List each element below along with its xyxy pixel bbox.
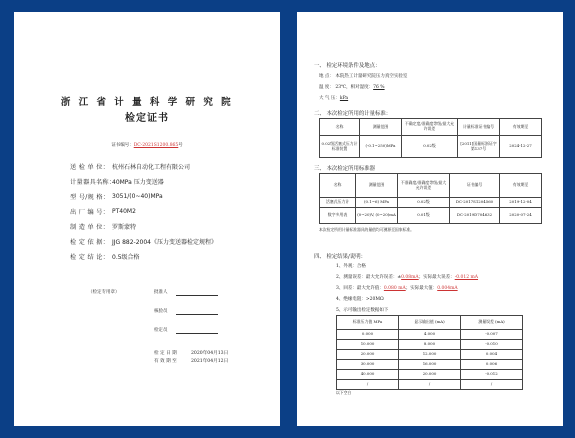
table-header-cell: 标准压力值 MPa [337, 316, 399, 330]
verify-date-label: 检 定 日 期 [154, 351, 177, 356]
table-cell: -0.012 [461, 370, 523, 380]
error-prefix: 2、测量误差：最大允许误差：± [336, 275, 402, 280]
table-cell: DC-2019D704632 [450, 208, 500, 224]
field-label: 检 定 依 据： [70, 239, 110, 246]
table-cell: 2024-12-27 [500, 136, 542, 158]
field-label: 计量器具名称： [70, 179, 116, 186]
place-line [319, 73, 407, 79]
inspector-signature-line [176, 333, 218, 334]
field-value: 3051/(0~40)MPa [112, 193, 163, 200]
hysteresis-actual-value: 0.004mA [437, 286, 458, 291]
table-row [337, 370, 523, 380]
verifier-signature-line [176, 314, 218, 315]
field-row-instrument [70, 176, 164, 187]
standard-table [319, 118, 542, 158]
field-row-serial [70, 206, 136, 217]
certificate-title: 检定证书 [125, 113, 169, 124]
temperature-label: 温 度 [319, 85, 330, 90]
blank-below-note: 以下空白 [336, 390, 352, 395]
field-value: 罗斯蒙特 [112, 224, 137, 231]
hysteresis-mid: ；实际最大值： [405, 286, 438, 291]
field-row-client [70, 161, 190, 172]
table-row [337, 330, 523, 340]
field-row-manufacturer [70, 221, 136, 232]
verify-date-value: 2020年04月13日 [191, 351, 229, 356]
table-row [337, 380, 523, 390]
section-instruments-title: 三、 本次检定所用标准器 [314, 166, 376, 172]
table-header-cell: 名称 [320, 119, 360, 136]
field-label: 送 检 单 位： [70, 164, 110, 171]
traceability-note: 本次检定所用计量标准器具的量值均可溯源至国家标准。 [319, 227, 414, 232]
seal-label: （检定专用章） [88, 290, 120, 295]
table-cell: 16.000 [399, 360, 461, 370]
table-cell: 2020-07-24 [500, 208, 542, 224]
table-cell: 数字多用表 [320, 208, 356, 224]
field-label: 检 定 结 论： [70, 254, 110, 261]
section-environment-title: 一、 检定环境条件及地点： [314, 63, 381, 69]
result-appearance: 1、外观：合格 [336, 264, 366, 269]
certificate-cover-page [14, 12, 280, 426]
table-cell: DC-2017S1204560 [450, 198, 500, 208]
table-row [337, 350, 523, 360]
table-cell: -0.010 [461, 340, 523, 350]
cert-no-value: DC-2021S1200.865 [133, 143, 179, 148]
table-cell: 0.01级 [398, 208, 450, 224]
humidity-value: 76 % [373, 85, 385, 90]
table-header-row [320, 174, 542, 198]
hysteresis-prefix: 3、回差：最大允许值： [336, 286, 384, 291]
pressure-label: 大 气 压 [319, 96, 336, 101]
table-header-cell: 显示输出值 (mA) [399, 316, 461, 330]
table-cell: 10.000 [337, 340, 399, 350]
cert-no-suffix: 号 [178, 143, 183, 148]
field-label: 制 造 单 位： [70, 224, 110, 231]
table-header-row [320, 119, 542, 136]
table-row [320, 208, 542, 224]
pressure-unit: kPa [339, 96, 349, 101]
error-allowed-value: 0.08mA [401, 275, 419, 280]
error-mid: ；实际最大误差： [418, 275, 455, 280]
table-cell: (0.1~6) MPa [356, 198, 398, 208]
table-header-cell: 计量标准证书编号 [458, 119, 500, 136]
table-header-cell: 不准确度/准确度等级/最大允许误差 [398, 174, 450, 198]
table-header-cell: 有效期至 [500, 119, 542, 136]
table-header-cell: 不确定度/准确度等级/最大允许误差 [402, 119, 458, 136]
place-value: ： 本院热工计量研究院压力真空实验室 [329, 74, 408, 79]
table-cell: 4.000 [399, 330, 461, 340]
table-cell: 30.000 [337, 360, 399, 370]
results-table [336, 315, 523, 390]
instruments-table [319, 173, 542, 224]
inspector-label: 检定员 [154, 328, 168, 333]
approver-signature-line [176, 295, 218, 296]
table-cell: (-0.1~250)MPa [360, 136, 402, 158]
table-cell: / [337, 380, 399, 390]
table-cell: (0~20)V, (0~20)mA [356, 208, 398, 224]
cert-no-label: 证书编号： [111, 143, 134, 148]
table-cell: 活塞式压力计 [320, 198, 356, 208]
field-row-basis [70, 236, 217, 247]
place-label: 地 点 [319, 74, 330, 79]
table-header-cell: 证书编号 [450, 174, 500, 198]
table-cell: 20.000 [399, 370, 461, 380]
table-cell: [2011]国量标浙证字第137号 [458, 136, 500, 158]
table-cell: 40.000 [337, 370, 399, 380]
table-header-cell: 名称 [320, 174, 356, 198]
field-value: 杭州石林自动化工程有限公司 [112, 164, 191, 171]
table-row [320, 198, 542, 208]
table-cell: -0.007 [461, 330, 523, 340]
error-actual-value: -0.012 mA [454, 275, 479, 280]
hysteresis-allowed-value: 0.080 mA [383, 286, 406, 291]
table-cell: 20.000 [337, 350, 399, 360]
table-cell: / [399, 380, 461, 390]
table-cell: 0.004 [461, 350, 523, 360]
field-label: 出 厂 编 号： [70, 209, 110, 216]
table-header-row [337, 316, 523, 330]
field-row-conclusion [70, 251, 140, 262]
field-value: 0.5级合格 [112, 254, 140, 261]
result-measurement-error [336, 274, 478, 280]
table-cell: 8.000 [399, 340, 461, 350]
pressure-line: 大 气 压：kPa [319, 96, 349, 101]
table-cell: / [461, 380, 523, 390]
valid-until-value: 2021年04月12日 [191, 359, 229, 364]
organization-name: 浙 江 省 计 量 科 学 研 究 院 [60, 97, 234, 108]
table-cell: 0.006 [461, 360, 523, 370]
field-row-model [70, 191, 163, 202]
table-header-cell: 有效期至 [500, 174, 542, 198]
table-cell: 0.02级 [402, 136, 458, 158]
table-header-cell: 测量范围 [356, 174, 398, 198]
table-cell: 12.000 [399, 350, 461, 360]
approver-label: 批准人 [154, 290, 168, 295]
table-header-cell: 测量误差 (mA) [461, 316, 523, 330]
certificate-number [14, 142, 280, 148]
result-data-intro: 5、示可输出检定数据如下 [336, 308, 389, 313]
table-cell: 2019-12-04 [500, 198, 542, 208]
table-row [337, 340, 523, 350]
temperature-line [319, 84, 385, 90]
field-value: 40MPa 压力变送器 [112, 179, 164, 186]
result-insulation: 4、绝缘电阻：>20MΩ [336, 297, 384, 302]
section-standard-title: 二、 本次检定所用的计量标准： [314, 111, 392, 117]
result-hysteresis [336, 285, 458, 291]
field-value: JJG 882-2004《压力变送器检定规程》 [112, 239, 217, 246]
temperature-value: ： 23℃，相对湿度： [329, 85, 374, 90]
valid-until-label: 有 效 期 至 [154, 359, 177, 364]
table-cell: 0.000 [337, 330, 399, 340]
table-header-cell: 测量范围 [360, 119, 402, 136]
table-row [320, 136, 542, 158]
field-label: 型 号/规 格： [70, 194, 110, 201]
section-results-title: 四、 检定结果/说明： [314, 254, 367, 260]
certificate-results-page [297, 12, 563, 426]
field-value: PT40M2 [112, 208, 136, 215]
verifier-label: 核验员 [154, 309, 168, 314]
table-row [337, 360, 523, 370]
table-cell: 0.02级 [398, 198, 450, 208]
table-cell: 0.02级活塞式压力计标准装置 [320, 136, 360, 158]
